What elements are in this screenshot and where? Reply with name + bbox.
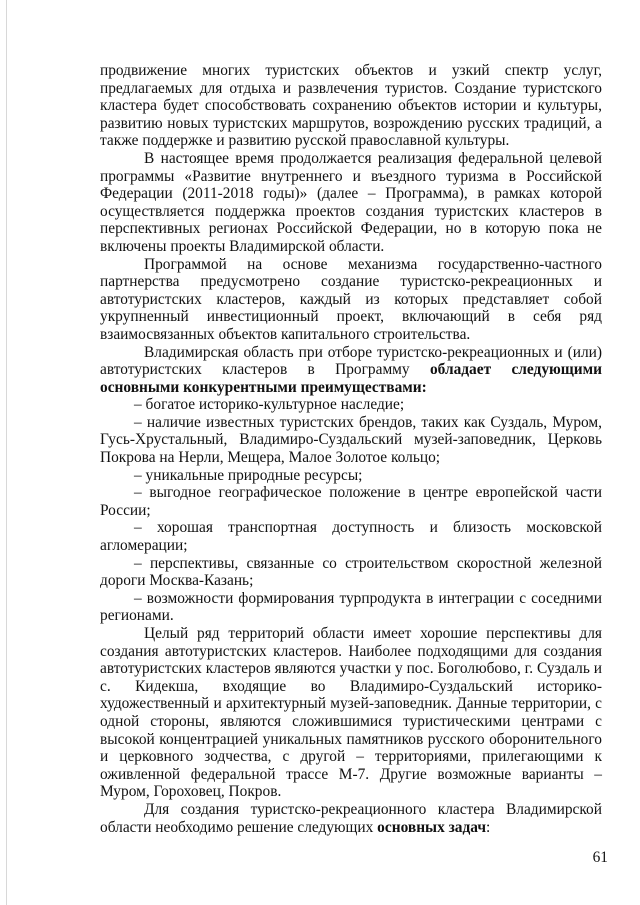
paragraph-advantages-bold: обладает следующими основными конкурентными преимуществами:: [100, 361, 603, 396]
paragraph-main-tasks: [100, 801, 602, 836]
list-item-advantage: – хорошая транспортная доступность и близость московской агломерации;: [100, 519, 602, 555]
paragraph-advantages-text: Владимирская область при отборе туристско-рекреационных и (или) автотуристских кластеров в Программу: [100, 343, 602, 379]
list-item-advantage: – возможности формирования турпродукта в интеграции с соседними регионами.: [100, 589, 602, 625]
paragraph-autotourist-clusters: Целый ряд территорий области имеет хорошие перспективы для создания автотуристских кластеров. Наиболее подходящими для создания автотуристских кластеров являются участки у пос. Боголюбово, г. Суздаль и с. Кидекша, входящие во Владимиро-Суздальский историко-художественный и архитектурный музей-заповедник. Данные территории, с одной стороны, являются сложившимися туристическими центрами с высокой концентрацией уникальных памятников русского оборонительного и церковного зодчества, с другой – территориями, прилегающими к оживленной федеральной трассе М-7. Другие возможные варианты – Муром, Гороховец, Покров.: [100, 625, 602, 801]
list-item-advantage: – уникальные природные ресурсы;: [134, 466, 363, 484]
list-item-advantage: – выгодное географическое положение в центре европейской части России;: [100, 484, 602, 519]
paragraph-tasks-tail: :: [486, 818, 491, 836]
paragraph-federal-program: В настоящее время продолжается реализация федеральной целевой программы «Развитие внутреннего и въездного туризма в Российской Федерации (2011-2018 годы)» (далее – Программа), в рамках которой осуществляется поддержка проектов создания туристских кластеров в перспективных регионах Российской Федерации, но в которую пока не включены проекты Владимирской области.: [100, 149, 602, 255]
page-body: [100, 62, 602, 836]
paragraph-continuation: продвижение многих туристских объектов и узкий спектр услуг, предлагаемых для отдыха и развлечения туристов. Создание туристского кластера будет способствовать сохранению объектов истории и культуры, развитию новых туристских маршрутов, возрождению русских традиций, а также поддержке и развитию русской православной культуры.: [100, 62, 602, 150]
paragraph-public-private-partnership: Программой на основе механизма государственно-частного партнерства предусмотрено создание туристско-рекреационных и автотуристских кластеров, каждый из которых представляет собой укрупненный инвестиционный проект, включающий в себя ряд взаимосвязанных объектов капитального строительства.: [100, 255, 602, 343]
list-item-advantage: – перспективы, связанные со строительством скоростной железной дороги Москва-Казань;: [100, 554, 602, 590]
paragraph-competitive-advantages: [100, 344, 602, 397]
scan-edge-line: [6, 0, 7, 905]
list-item-advantage: – наличие известных туристских брендов, таких как Суздаль, Муром, Гусь-Хрустальный, Владимиро-Суздальский музей-заповедник, Церковь Покрова на Нерли, Мещера, Малое Золотое кольцо;: [100, 413, 602, 467]
paragraph-tasks-text: Для создания туристско-рекреационного кластера Владимирской области необходимо решение следующих: [100, 800, 602, 836]
paragraph-tasks-bold: основных задач: [377, 818, 487, 836]
page-number: 61: [592, 849, 608, 866]
list-item-advantage: – богатое историко-культурное наследие;: [134, 396, 405, 414]
